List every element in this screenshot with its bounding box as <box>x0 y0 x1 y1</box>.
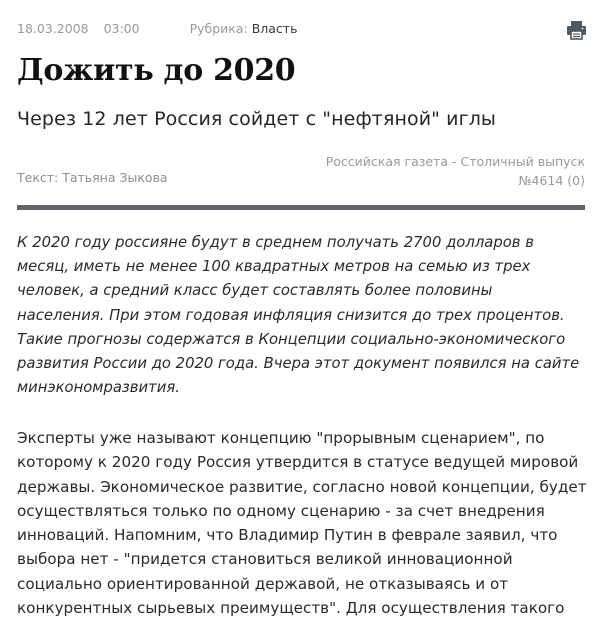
printer-icon[interactable] <box>566 20 587 40</box>
source-issue: №4614 (0) <box>518 173 585 188</box>
lead-line: Такие прогнозы содержатся в Концепции социально-экономического <box>17 330 566 348</box>
lead-line: месяц, иметь не менее 100 квадратных метров на семью из трех <box>17 258 531 276</box>
lead-line: человек, а средний класс будет составлять более половины <box>17 282 493 300</box>
body-line: державы. Экономическое развитие, согласно новой концепции, будет <box>17 477 587 496</box>
article-source <box>326 152 585 190</box>
article-subtitle: Через 12 лет Россия сойдет с "нефтяной" иглы <box>17 108 497 130</box>
body-line: конкурентных сырьевых преимуществ". Для осуществления такого <box>17 599 565 618</box>
rubric-link[interactable]: Власть <box>251 21 298 36</box>
body-line: осуществляться только по одному сценарию - за счет внедрения <box>17 501 545 520</box>
body-line: Эксперты уже называют концепцию "прорывным сценарием", по <box>17 429 545 447</box>
body-line: выбора нет - "придется становиться великой инновационной <box>17 550 513 569</box>
divider-rule <box>17 205 585 210</box>
lead-line: минэкономразвития. <box>17 379 180 397</box>
lead-line: населения. При этом годовая инфляция снизится до трех процентов. <box>17 306 565 324</box>
rubric-label: Рубрика: <box>189 21 248 36</box>
body-line: социально ориентированной державой, не отказываясь и от <box>17 574 509 593</box>
body-line: инноваций. Напомним, что Владимир Путин в феврале заявил, что <box>17 526 558 545</box>
publish-date: 18.03.2008 <box>17 21 89 36</box>
article-title: Дожить до 2020 <box>17 53 296 88</box>
source-publication[interactable]: Российская газета - Столичный выпуск <box>325 154 585 169</box>
lead-line: развития России до 2020 года. Вчера этот документ появился на сайте <box>17 355 580 373</box>
publish-time: 03:00 <box>103 21 140 36</box>
article-body <box>17 426 587 620</box>
body-line: которому к 2020 году Россия утвердится в статусе ведущей мировой <box>17 453 579 472</box>
article-author: Текст: Татьяна Зыкова <box>17 170 168 185</box>
article-lead <box>17 231 587 400</box>
article-meta <box>17 21 541 36</box>
lead-line: К 2020 году россияне будут в среднем получать 2700 долларов в <box>17 234 534 251</box>
